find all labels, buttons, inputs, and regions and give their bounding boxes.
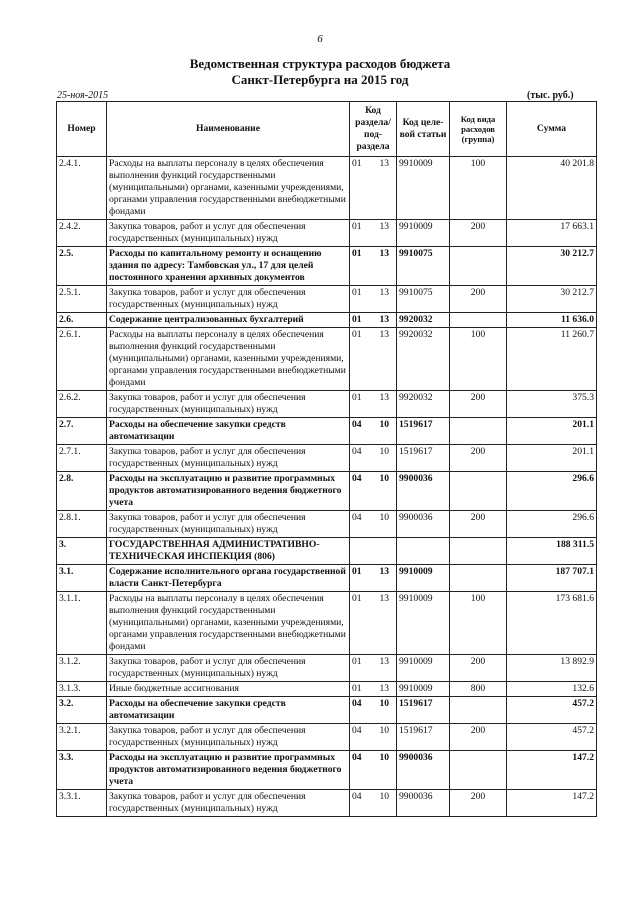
row-group-code: 200 — [450, 724, 507, 751]
row-name: Закупка товаров, работ и услуг для обеспечения государственных (муниципальных) нужд — [107, 655, 350, 682]
table-row — [57, 511, 597, 538]
row-group-code: 200 — [450, 391, 507, 418]
page-number: 6 — [317, 33, 323, 45]
row-number: 2.5.1. — [57, 286, 107, 313]
row-group-code — [450, 751, 507, 790]
row-subsection-code: 13 — [373, 655, 397, 682]
row-section-code: 04 — [350, 697, 373, 724]
row-name: Иные бюджетные ассигнования — [107, 682, 350, 697]
row-number: 3.3. — [57, 751, 107, 790]
row-name: Содержание централизованных бухгалтерий — [107, 313, 350, 328]
table-row — [57, 418, 597, 445]
row-amount: 457.2 — [507, 697, 597, 724]
row-number: 3. — [57, 538, 107, 565]
header-article: Код целе-вой статьи — [397, 102, 450, 157]
row-amount: 30 212.7 — [507, 286, 597, 313]
row-subsection-code: 10 — [373, 445, 397, 472]
row-subsection-code: 13 — [373, 565, 397, 592]
row-name: Закупка товаров, работ и услуг для обеспечения государственных (муниципальных) нужд — [107, 724, 350, 751]
row-number: 2.4.2. — [57, 220, 107, 247]
row-name: Расходы на обеспечение закупки средств автоматизации — [107, 418, 350, 445]
row-name: Расходы на эксплуатацию и развитие программных продуктов автоматизированного ведения бюджетного учета — [107, 472, 350, 511]
table-row — [57, 313, 597, 328]
table-row — [57, 538, 597, 565]
row-section-code: 01 — [350, 655, 373, 682]
table-row — [57, 751, 597, 790]
header-group: Код вида расходов (группа) — [450, 102, 507, 157]
row-subsection-code: 10 — [373, 790, 397, 817]
row-number: 3.1.1. — [57, 592, 107, 655]
row-section-code: 04 — [350, 790, 373, 817]
row-number: 2.7. — [57, 418, 107, 445]
row-name: Расходы на выплаты персоналу в целях обеспечения выполнения функций государственными (муниципальными) органами, казенными учреждениями, органами управления государственными внебюджетными фондами — [107, 592, 350, 655]
row-article-code: 9920032 — [397, 328, 450, 391]
units-label: (тыс. руб.) — [527, 90, 574, 101]
row-article-code: 1519617 — [397, 418, 450, 445]
row-group-code: 100 — [450, 328, 507, 391]
row-article-code: 9920032 — [397, 313, 450, 328]
row-subsection-code: 13 — [373, 286, 397, 313]
row-number: 2.6.1. — [57, 328, 107, 391]
document-date: 25-ноя-2015 — [57, 90, 109, 101]
row-number: 2.8.1. — [57, 511, 107, 538]
row-amount: 40 201.8 — [507, 157, 597, 220]
row-name: Расходы на выплаты персоналу в целях обеспечения выполнения функций государственными (муниципальными) органами, казенными учреждениями, органами управления государственными внебюджетными фондами — [107, 157, 350, 220]
row-section-code: 01 — [350, 592, 373, 655]
row-section-code: 01 — [350, 328, 373, 391]
row-article-code: 1519617 — [397, 697, 450, 724]
table-body — [57, 157, 597, 817]
table-row — [57, 697, 597, 724]
row-name: Содержание исполнительного органа государственной власти Санкт-Петербурга — [107, 565, 350, 592]
row-section-code: 04 — [350, 418, 373, 445]
row-name: Закупка товаров, работ и услуг для обеспечения государственных (муниципальных) нужд — [107, 286, 350, 313]
row-name: Расходы на эксплуатацию и развитие программных продуктов автоматизированного ведения бюджетного учета — [107, 751, 350, 790]
row-amount: 147.2 — [507, 790, 597, 817]
row-section-code: 04 — [350, 751, 373, 790]
row-section-code: 04 — [350, 724, 373, 751]
row-number: 3.3.1. — [57, 790, 107, 817]
row-subsection-code: 10 — [373, 697, 397, 724]
table-row — [57, 655, 597, 682]
row-amount: 296.6 — [507, 472, 597, 511]
document-title-line-1: Ведомственная структура расходов бюджета — [189, 56, 451, 71]
row-article-code: 9910075 — [397, 247, 450, 286]
table-header-row — [57, 102, 597, 157]
table-row — [57, 724, 597, 751]
row-group-code — [450, 538, 507, 565]
row-group-code: 200 — [450, 790, 507, 817]
row-number: 3.2.1. — [57, 724, 107, 751]
row-number: 2.5. — [57, 247, 107, 286]
row-group-code — [450, 418, 507, 445]
row-group-code: 200 — [450, 445, 507, 472]
row-group-code: 200 — [450, 286, 507, 313]
row-name: Закупка товаров, работ и услуг для обеспечения государственных (муниципальных) нужд — [107, 790, 350, 817]
row-section-code: 04 — [350, 445, 373, 472]
row-group-code: 200 — [450, 511, 507, 538]
row-section-code: 01 — [350, 682, 373, 697]
row-amount: 11 260.7 — [507, 328, 597, 391]
row-number: 3.1.3. — [57, 682, 107, 697]
table-row — [57, 445, 597, 472]
row-amount: 188 311.5 — [507, 538, 597, 565]
row-article-code: 9910009 — [397, 565, 450, 592]
row-amount: 296.6 — [507, 511, 597, 538]
row-article-code: 9910075 — [397, 286, 450, 313]
row-subsection-code: 10 — [373, 418, 397, 445]
row-group-code: 200 — [450, 220, 507, 247]
table-row — [57, 565, 597, 592]
row-article-code: 1519617 — [397, 724, 450, 751]
row-article-code: 9900036 — [397, 511, 450, 538]
row-name: Закупка товаров, работ и услуг для обеспечения государственных (муниципальных) нужд — [107, 511, 350, 538]
row-article-code: 9900036 — [397, 472, 450, 511]
row-subsection-code: 13 — [373, 328, 397, 391]
row-name: Расходы на выплаты персоналу в целях обеспечения выполнения функций государственными (муниципальными) органами, казенными учреждениями, органами управления государственными внебюджетными фондами — [107, 328, 350, 391]
row-amount: 457.2 — [507, 724, 597, 751]
row-section-code: 04 — [350, 511, 373, 538]
table-row — [57, 157, 597, 220]
row-subsection-code: 10 — [373, 724, 397, 751]
table-row — [57, 472, 597, 511]
header-amount: Сумма — [507, 102, 597, 157]
row-subsection-code: 13 — [373, 247, 397, 286]
row-section-code: 01 — [350, 391, 373, 418]
row-section-code — [350, 538, 373, 565]
row-section-code: 01 — [350, 565, 373, 592]
row-group-code — [450, 472, 507, 511]
row-article-code: 9910009 — [397, 655, 450, 682]
row-group-code: 100 — [450, 592, 507, 655]
table-row — [57, 247, 597, 286]
row-name: Расходы по капитальному ремонту и оснащению здания по адресу: Тамбовская ул., 17 для целей постоянного хранения архивных документов — [107, 247, 350, 286]
row-subsection-code: 10 — [373, 472, 397, 511]
row-number: 2.7.1. — [57, 445, 107, 472]
row-number: 2.4.1. — [57, 157, 107, 220]
table-row — [57, 220, 597, 247]
row-article-code: 9910009 — [397, 157, 450, 220]
row-subsection-code: 10 — [373, 751, 397, 790]
row-section-code: 01 — [350, 313, 373, 328]
row-group-code: 800 — [450, 682, 507, 697]
budget-table — [56, 101, 597, 817]
row-amount: 187 707.1 — [507, 565, 597, 592]
row-name: Закупка товаров, работ и услуг для обеспечения государственных (муниципальных) нужд — [107, 220, 350, 247]
row-subsection-code: 13 — [373, 313, 397, 328]
row-article-code: 9900036 — [397, 751, 450, 790]
table-row — [57, 592, 597, 655]
row-group-code: 100 — [450, 157, 507, 220]
row-article-code: 1519617 — [397, 445, 450, 472]
row-name: Закупка товаров, работ и услуг для обеспечения государственных (муниципальных) нужд — [107, 445, 350, 472]
row-group-code — [450, 313, 507, 328]
row-subsection-code: 13 — [373, 220, 397, 247]
row-name: ГОСУДАРСТВЕННАЯ АДМИНИСТРАТИВНО-ТЕХНИЧЕСКАЯ ИНСПЕКЦИЯ (806) — [107, 538, 350, 565]
row-section-code: 04 — [350, 472, 373, 511]
table-row — [57, 790, 597, 817]
table-row — [57, 682, 597, 697]
row-amount: 30 212.7 — [507, 247, 597, 286]
row-subsection-code: 13 — [373, 391, 397, 418]
table-row — [57, 391, 597, 418]
row-group-code — [450, 247, 507, 286]
row-article-code: 9910009 — [397, 220, 450, 247]
row-group-code — [450, 697, 507, 724]
row-amount: 13 892.9 — [507, 655, 597, 682]
row-number: 2.8. — [57, 472, 107, 511]
row-amount: 375.3 — [507, 391, 597, 418]
document-title-line-2: Санкт-Петербурга на 2015 год — [231, 72, 409, 87]
row-number: 3.1.2. — [57, 655, 107, 682]
header-number: Номер — [57, 102, 107, 157]
header-section: Код раздела/ под-раздела — [350, 102, 397, 157]
row-article-code — [397, 538, 450, 565]
row-section-code: 01 — [350, 286, 373, 313]
header-name: Наименование — [107, 102, 350, 157]
row-article-code: 9920032 — [397, 391, 450, 418]
row-subsection-code: 10 — [373, 511, 397, 538]
row-article-code: 9910009 — [397, 592, 450, 655]
row-number: 3.2. — [57, 697, 107, 724]
row-subsection-code — [373, 538, 397, 565]
row-amount: 201.1 — [507, 418, 597, 445]
row-amount: 147.2 — [507, 751, 597, 790]
row-amount: 17 663.1 — [507, 220, 597, 247]
row-number: 2.6.2. — [57, 391, 107, 418]
table-row — [57, 286, 597, 313]
row-section-code: 01 — [350, 220, 373, 247]
row-subsection-code: 13 — [373, 592, 397, 655]
row-group-code — [450, 565, 507, 592]
row-group-code: 200 — [450, 655, 507, 682]
row-amount: 132.6 — [507, 682, 597, 697]
row-name: Расходы на обеспечение закупки средств автоматизации — [107, 697, 350, 724]
row-subsection-code: 13 — [373, 157, 397, 220]
row-name: Закупка товаров, работ и услуг для обеспечения государственных (муниципальных) нужд — [107, 391, 350, 418]
row-article-code: 9910009 — [397, 682, 450, 697]
row-amount: 11 636.0 — [507, 313, 597, 328]
row-amount: 201.1 — [507, 445, 597, 472]
row-section-code: 01 — [350, 157, 373, 220]
row-amount: 173 681.6 — [507, 592, 597, 655]
row-article-code: 9900036 — [397, 790, 450, 817]
row-section-code: 01 — [350, 247, 373, 286]
row-subsection-code: 13 — [373, 682, 397, 697]
table-row — [57, 328, 597, 391]
row-number: 3.1. — [57, 565, 107, 592]
row-number: 2.6. — [57, 313, 107, 328]
